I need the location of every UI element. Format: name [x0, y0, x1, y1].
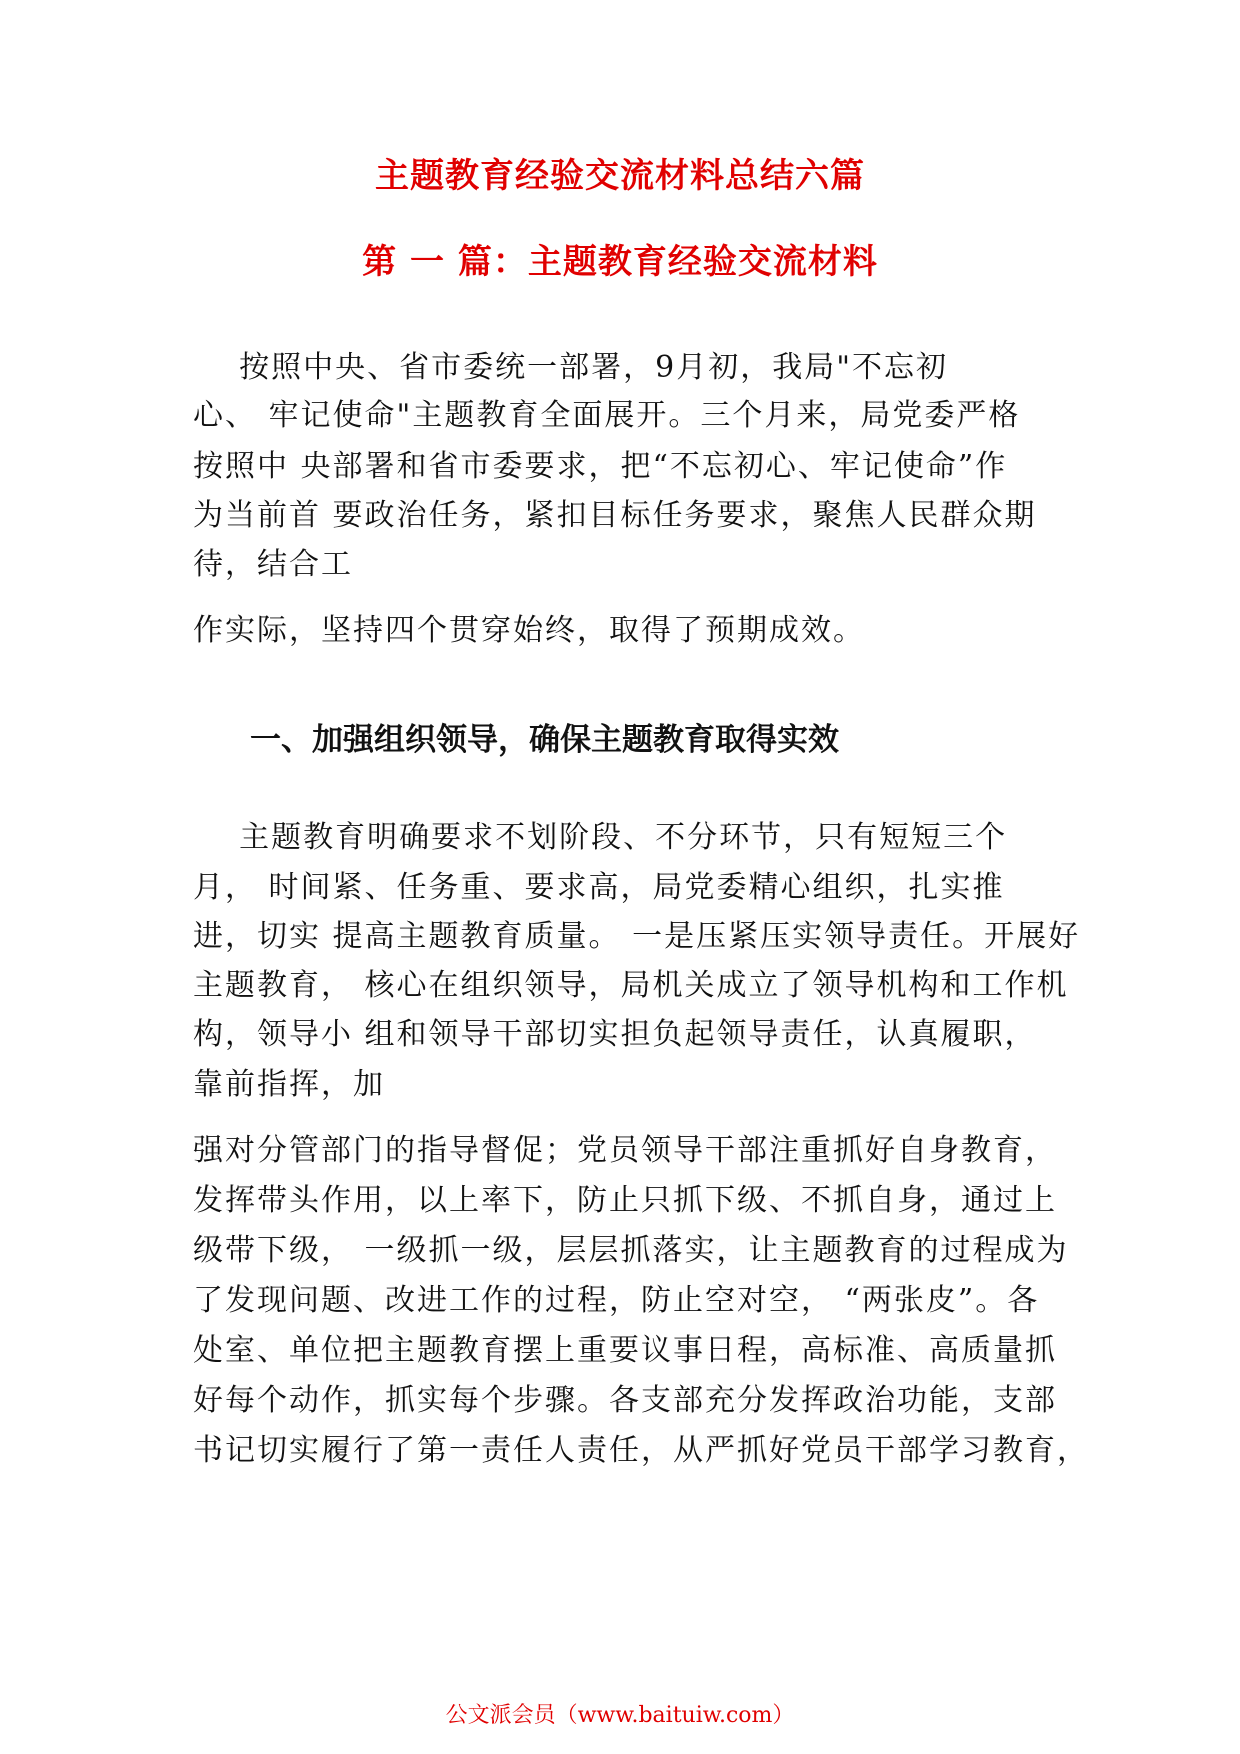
section-heading: 一、加强组织领导，确保主题教育取得实效 — [250, 722, 839, 758]
paragraph-line: 主题教育， 核心在组织领导，局机关成立了领导机构和工作机 — [193, 968, 1069, 1003]
paragraph-line: 按照中 央部署和省市委要求，把“不忘初心、牢记使命”作 — [193, 449, 1008, 484]
paragraph-line: 处室、单位把主题教育摆上重要议事日程，高标准、高质量抓 — [193, 1333, 1057, 1368]
document-subtitle: 第 一 篇：主题教育经验交流材料 — [362, 242, 878, 282]
paragraph-line: 好每个动作，抓实每个步骤。各支部充分发挥政治功能，支部 — [193, 1383, 1057, 1418]
paragraph-line: 强对分管部门的指导督促；党员领导干部注重抓好自身教育， — [193, 1133, 1057, 1168]
paragraph-line: 月， 时间紧、任务重、要求高，局党委精心组织，扎实推 — [193, 870, 1005, 905]
page-footer-watermark: 公文派会员（www.baituiw.com） — [445, 1703, 795, 1728]
paragraph-line: 待，结合工 — [193, 547, 353, 582]
paragraph-line: 级带下级， 一级抓一级，层层抓落实，让主题教育的过程成为 — [193, 1233, 1069, 1268]
paragraph-line: 按照中央、省市委统一部署，9月初，我局"不忘初 — [193, 350, 949, 385]
paragraph-line: 构，领导小 组和领导干部切实担负起领导责任，认真履职， — [193, 1017, 1037, 1052]
document-title: 主题教育经验交流材料总结六篇 — [375, 156, 865, 196]
paragraph-line: 靠前指挥，加 — [193, 1067, 385, 1102]
paragraph-line: 进，切实 提高主题教育质量。 一是压紧压实领导责任。开展好 — [193, 919, 1081, 954]
paragraph-line: 了发现问题、改进工作的过程，防止空对空， “两张皮”。各 — [193, 1283, 1040, 1318]
paragraph-line: 心、 牢记使命"主题教育全面展开。三个月来，局党委严格 — [193, 398, 1021, 433]
paragraph-line: 作实际，坚持四个贯穿始终，取得了预期成效。 — [193, 613, 865, 648]
paragraph-line: 主题教育明确要求不划阶段、不分环节，只有短短三个 — [193, 820, 1008, 855]
paragraph-line: 发挥带头作用，以上率下，防止只抓下级、不抓自身，通过上 — [193, 1183, 1057, 1218]
paragraph-line: 为当前首 要政治任务，紧扣目标任务要求，聚焦人民群众期 — [193, 498, 1037, 533]
paragraph-line: 书记切实履行了第一责任人责任，从严抓好党员干部学习教育， — [193, 1433, 1089, 1468]
